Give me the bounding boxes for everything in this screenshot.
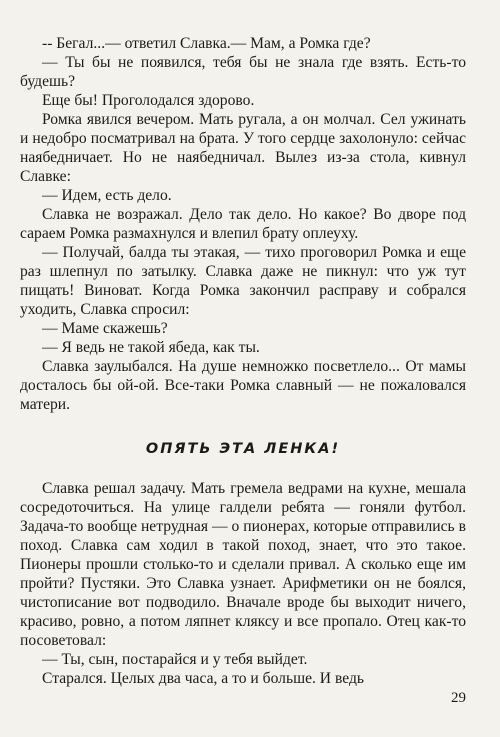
paragraph: Славка решал задачу. Мать гремела ведрами на кухне, мешала сосредоточиться. На улице галдели ребята — гоняли футбол. Задача-то вообще нетрудная — о пионерах, которые отправились в поход. Славка сам ходил в такой поход, знает, что это такое. Пионеры прошли столько-то и сделали привал. А сколько еще им пройти? Пустяки. Это Славка узнает. Арифметики он не боялся, чистописание вот подводило. Вначале вроде бы выходит ничего, красиво, ровно, а потом ляпнет кляксу и все пропало. Отец как-то посоветовал: xyxy=(20,480,466,649)
paragraph: — Идем, есть дело. xyxy=(42,187,172,204)
paragraph: Старался. Целых два часа, а то и больше. И ведь xyxy=(42,670,364,687)
paragraph: — Получай, балда ты этакая, — тихо проговорил Ромка и еще раз шлепнул по затылку. Славка даже не пикнул: что уж тут пищать! Виноват. Когда Ромка закончил расправу и собрался уходить, Славка спросил: xyxy=(20,244,466,318)
paragraph: — Ты бы не появился, тебя бы не знала где взять. Есть-то будешь? xyxy=(20,54,466,90)
paragraph: Ромка явился вечером. Мать ругала, а он молчал. Сел ужинать и недобро посматривал на брата. У того сердце захолонуло: сейчас наябедничает. Но не наябедничал. Вылез из-за стола, кивнул Славке: xyxy=(20,111,466,185)
paragraph: — Я ведь не такой ябеда, как ты. xyxy=(42,339,260,356)
paragraph: Славка не возражал. Дело так дело. Но какое? Во дворе под сараем Ромка размахнулся и влепил брату оплеуху. xyxy=(20,206,466,242)
chapter-heading: ОПЯТЬ ЭТА ЛЕНКА! xyxy=(145,441,341,457)
paragraph: Славка заулыбался. На душе немножко посветлело... От мамы досталось бы ой-ой. Все-таки Ромка славный — не пожаловался матери. xyxy=(20,358,466,413)
paragraph: — Маме скажешь? xyxy=(42,320,168,337)
paragraph: — Ты, сын, постарайся и у тебя выйдет. xyxy=(42,651,308,668)
paragraph: Еще бы! Проголодался здорово. xyxy=(42,92,255,109)
page-number: 29 xyxy=(451,690,466,706)
page-text xyxy=(20,34,466,688)
paragraph: -- Бегал...— ответил Славка.— Мам, а Ромка где? xyxy=(42,35,371,52)
